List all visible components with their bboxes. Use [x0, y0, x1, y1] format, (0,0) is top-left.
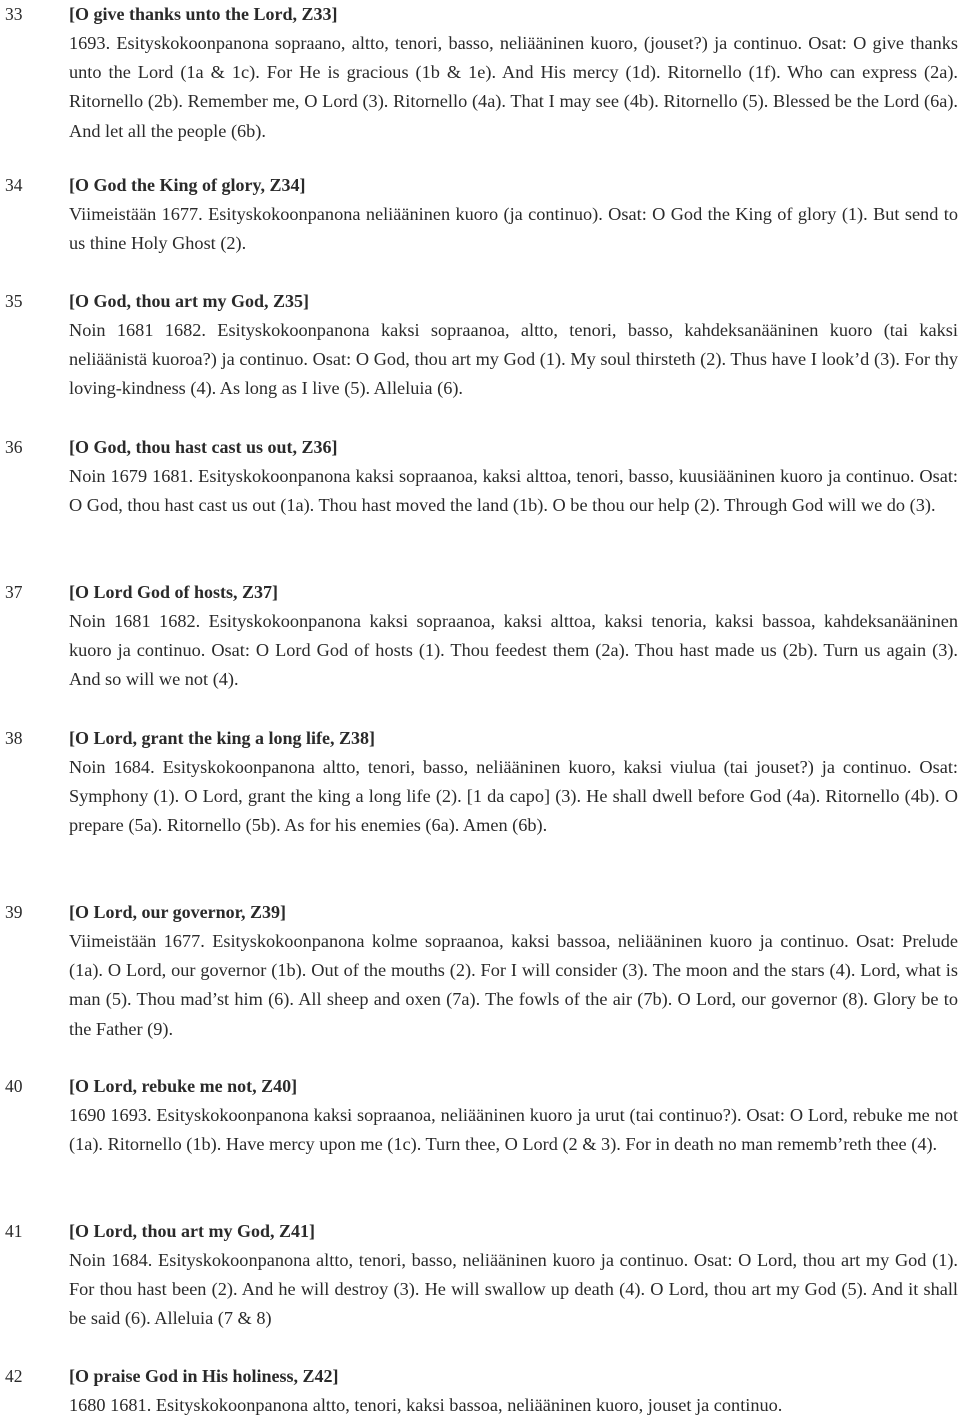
entry-number: 42	[5, 1366, 23, 1386]
entry-description: 1690 1693. Esityskokoonpanona kaksi sopraanoa, neliääninen kuoro ja urut (tai continuo?). Osat: O Lord, rebuke me not (1a). Ritornello (1b). Have mercy upon me (1c). Turn thee, O Lord (2 & 3). For in death no man rememb’reth thee (4).	[69, 1105, 958, 1155]
entry-number: 35	[5, 291, 23, 311]
entry-description: Noin 1681 1682. Esityskokoonpanona kaksi sopraanoa, kaksi alttoa, kaksi tenoria, kaksi bassoa, kahdeksanääninen kuoro ja continuo. Osat: O Lord God of hosts (1). Thou feedest them (2a). Thou hast made us (2b). Turn us again (3). And so will we not (4).	[69, 611, 958, 690]
entry-description: Viimeistään 1677. Esityskokoonpanona kolme sopraanoa, kaksi bassoa, neliääninen kuoro ja continuo. Osat: Prelude (1a). O Lord, our governor (1b). Out of the mouths (2). For I will consider (3). The moon and the stars (4). Lord, what is man (5). Thou mad’st him (6). All sheep and oxen (7a). The fowls of the air (7b). O Lord, our governor (8). Glory be to the Father (9).	[69, 931, 958, 1039]
entry-number: 38	[5, 728, 23, 748]
entry-title: [O praise God in His holiness, Z42]	[69, 1366, 339, 1386]
entry-description: Noin 1684. Esityskokoonpanona altto, tenori, basso, neliääninen kuoro ja continuo. Osat: O Lord, thou art my God (1). For thou hast been (2). And he will destroy (3). He will swallow up death (4). O Lord, thou art my God (5). And it shall be said (6). Alleluia (7 & 8)	[69, 1250, 958, 1329]
entry-number: 37	[5, 582, 23, 602]
entry-number: 33	[5, 4, 23, 24]
entry-title: [O Lord God of hosts, Z37]	[69, 582, 279, 602]
entry-description: Noin 1681 1682. Esityskokoonpanona kaksi sopraanoa, altto, tenori, basso, kahdeksanääninen kuoro (tai kaksi neliäänistä kuoroa?) ja continuo. Osat: O God, thou art my God (1). My soul thirsteth (2). Thus have I look’d (3). For thy loving-kindness (4). As long as I live (5). Alleluia (6).	[69, 320, 958, 399]
entry-title: [O give thanks unto the Lord, Z33]	[69, 4, 338, 24]
entry-title: [O God, thou hast cast us out, Z36]	[69, 437, 338, 457]
entry-title: [O Lord, our governor, Z39]	[69, 902, 287, 922]
entry-title: [O God the King of glory, Z34]	[69, 175, 306, 195]
entry-description: 1693. Esityskokoonpanona sopraano, altto, tenori, basso, neliääninen kuoro, (jouset?) ja continuo. Osat: O give thanks unto the Lord (1a & 1c). For He is gracious (1b & 1e). And His mercy (1d). Ritornello (1f). Who can express (2a). Ritornello (2b). Remember me, O Lord (3). Ritornello (4a). That I may see (4b). Ritornello (5). Blessed be the Lord (6a). And let all the people (6b).	[69, 33, 958, 141]
entry-title: [O Lord, grant the king a long life, Z38]	[69, 728, 376, 748]
entry-number: 39	[5, 902, 23, 922]
entry-number: 34	[5, 175, 23, 195]
entry-number: 40	[5, 1076, 23, 1096]
entry-description: 1680 1681. Esityskokoonpanona altto, tenori, kaksi bassoa, neliääninen kuoro, jouset ja continuo.	[69, 1395, 783, 1415]
entry-title: [O Lord, thou art my God, Z41]	[69, 1221, 316, 1241]
entry-title: [O Lord, rebuke me not, Z40]	[69, 1076, 298, 1096]
entry-number: 36	[5, 437, 23, 457]
entry-title: [O God, thou art my God, Z35]	[69, 291, 310, 311]
entry-description: Noin 1684. Esityskokoonpanona altto, tenori, basso, neliääninen kuoro, kaksi viulua (tai jouset?) ja continuo. Osat: Symphony (1). O Lord, grant the king a long life (2). [1 da capo] (3). He shall dwell before God (4a). Ritornello (4b). O prepare (5a). Ritornello (5b). As for his enemies (6a). Amen (6b).	[69, 757, 958, 836]
entry-description: Noin 1679 1681. Esityskokoonpanona kaksi sopraanoa, kaksi alttoa, tenori, basso, kuusiääninen kuoro ja continuo. Osat: O God, thou hast cast us out (1a). Thou hast moved the land (1b). O be thou our help (2). Through God will we do (3).	[69, 466, 958, 516]
entry-description: Viimeistään 1677. Esityskokoonpanona neliääninen kuoro (ja continuo). Osat: O God the King of glory (1). But send to us thine Holy Ghost (2).	[69, 204, 958, 254]
entry-number: 41	[5, 1221, 23, 1241]
